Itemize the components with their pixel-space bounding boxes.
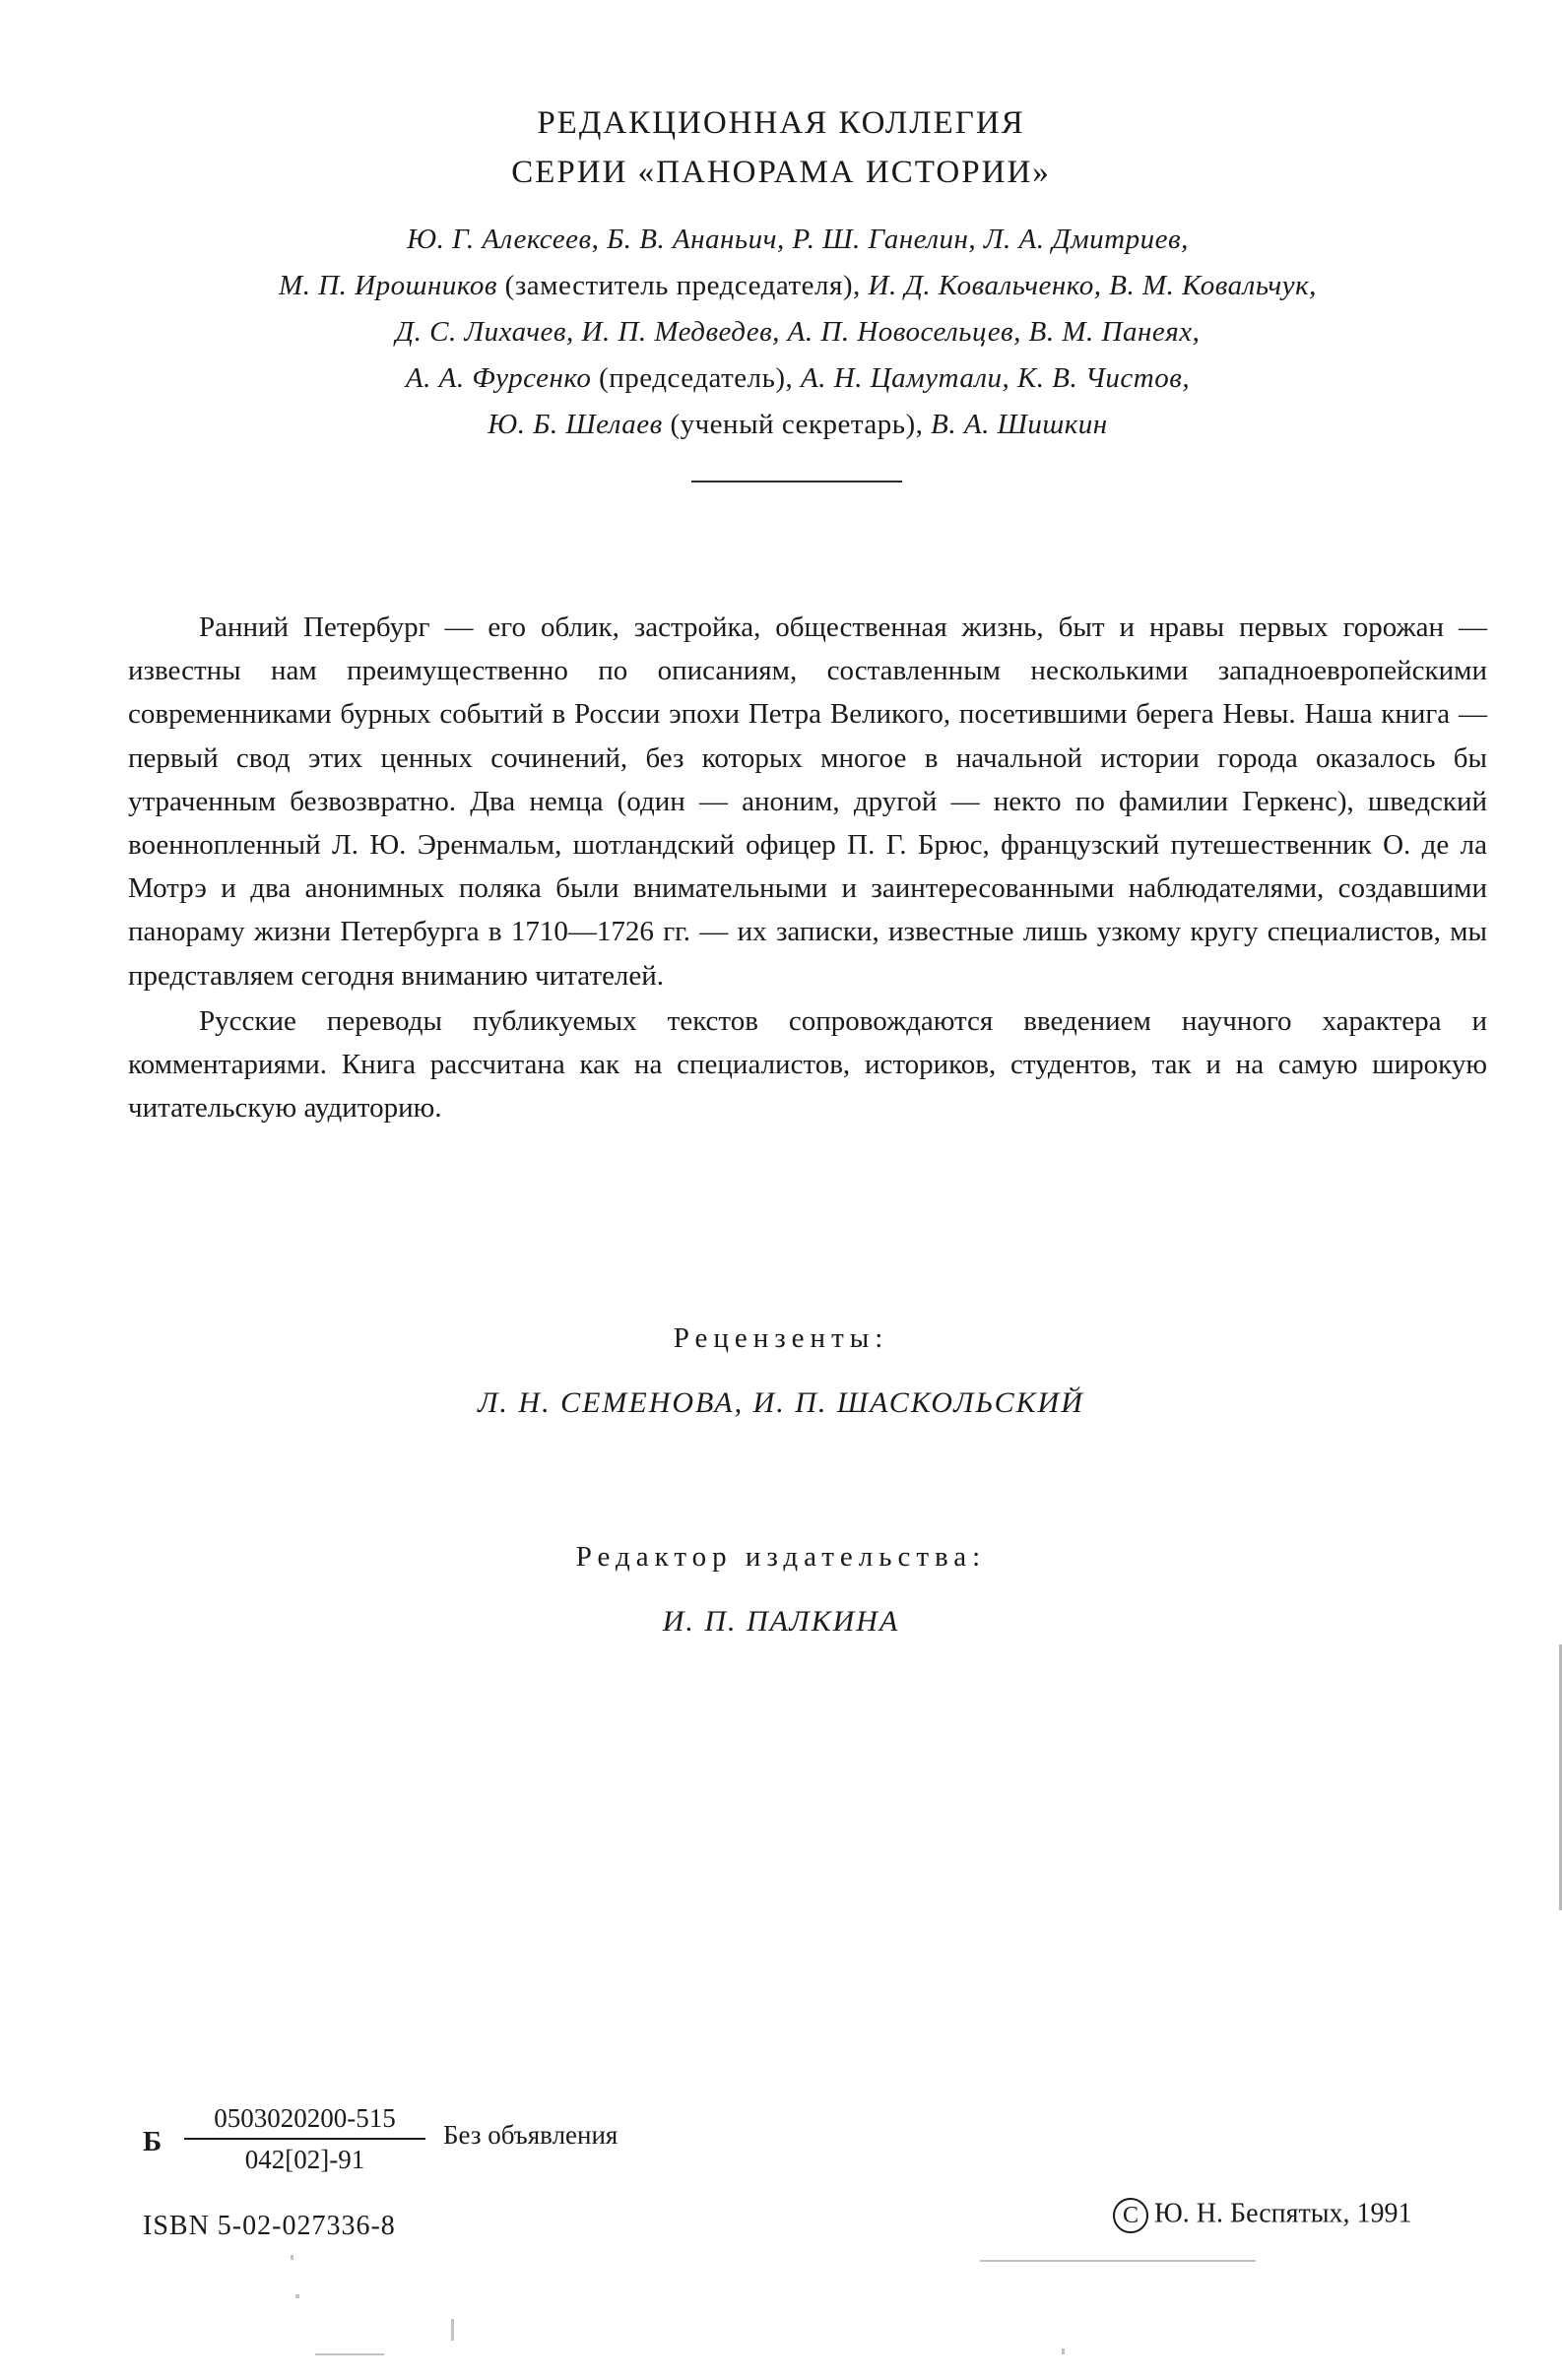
editorial-board-title: РЕДАКЦИОННАЯ КОЛЛЕГИЯ	[537, 105, 1025, 141]
scan-speck	[1062, 2348, 1065, 2354]
secretary-role: (ученый секретарь),	[662, 409, 932, 440]
reviewers-label: Рецензенты:	[673, 1322, 889, 1354]
member-line-1: Ю. Г. Алексеев, Б. В. Ананьич, Р. Ш. Ганелин, Л. А. Дмитриев,	[407, 224, 1189, 255]
catalog-numerator: 0503020200-515	[184, 2100, 425, 2140]
member-line-3: Д. С. Лихачев, И. П. Медведев, А. П. Новосельцев, В. М. Панеях,	[395, 316, 1201, 348]
editor-name: И. П. ПАЛКИНА	[662, 1605, 900, 1638]
abstract-paragraph-2: Русские переводы публикуемых текстов сопровождаются введением научного характера и комментариями. Книга рассчитана как на специалистов, историков, студентов, так и на самую широкую читательскую аудиторию.	[128, 1004, 1487, 1125]
chairman-name: А. А. Фурсенко	[405, 362, 592, 394]
editorial-board-members	[98, 217, 1497, 448]
secretary-name: Ю. Б. Шелаев	[488, 409, 663, 440]
scan-speck	[980, 2260, 1256, 2262]
copyright-icon: C	[1113, 2198, 1148, 2233]
member-names-rest: А. Н. Цамутали, К. В. Чистов,	[801, 362, 1191, 394]
member-role: (заместитель председателя),	[496, 270, 869, 301]
catalog-index	[143, 2100, 832, 2189]
catalog-note: Без объявления	[443, 2120, 618, 2150]
editor-label: Редактор издательства:	[575, 1541, 987, 1573]
isbn: ISBN 5-02-027336-8	[143, 2211, 396, 2241]
series-title: СЕРИИ «ПАНОРАМА ИСТОРИИ»	[511, 155, 1051, 190]
copyright	[1113, 2198, 1412, 2233]
abstract-paragraph-1: Ранний Петербург — его облик, застройка, общественная жизнь, быт и нравы первых горожан — известны нам преимущественно по описаниям, составленным несколькими западноевропейскими современниками бурных событий в России эпохи Петра Великого, посетившими берега Невы. Наша книга — первый свод этих ценных сочинений, без которых многое в начальной истории города оказалось бы утраченным безвозвратно. Два немца (один — аноним, другой — некто по фамилии Геркенс), шведский военнопленный Л. Ю. Эренмальм, шотландский офицер П. Г. Брюс, французский путешественник О. де ла Мотрэ и два анонимных поляка были внимательными и заинтересованными наблюдателями, создавшими панораму жизни Петербурга в 1710—1726 гг. — их записки, известные лишь узкому кругу специалистов, мы представляем сегодня вниманию читателей.	[128, 611, 1487, 992]
reviewers-names: Л. Н. СЕМЕНОВА, И. П. ШАСКОЛЬСКИЙ	[478, 1386, 1084, 1419]
scan-speck	[315, 2353, 384, 2355]
catalog-fraction	[184, 2100, 425, 2179]
section-divider	[691, 481, 902, 482]
member-name: М. П. Ирошников	[279, 270, 497, 301]
copyright-holder: Ю. Н. Беспятых, 1991	[1154, 2198, 1412, 2229]
member-names-rest: И. Д. Ковальченко, В. М. Ковальчук,	[868, 270, 1317, 301]
scan-speck	[291, 2255, 293, 2260]
catalog-letter: Б	[143, 2126, 163, 2157]
member-names-rest: В. А. Шишкин	[931, 409, 1108, 440]
chairman-role: (председатель),	[591, 362, 802, 394]
scan-speck	[295, 2294, 299, 2298]
book-abstract	[128, 606, 1487, 1129]
scan-speck	[451, 2319, 454, 2341]
catalog-denominator: 042[02]-91	[244, 2145, 365, 2174]
